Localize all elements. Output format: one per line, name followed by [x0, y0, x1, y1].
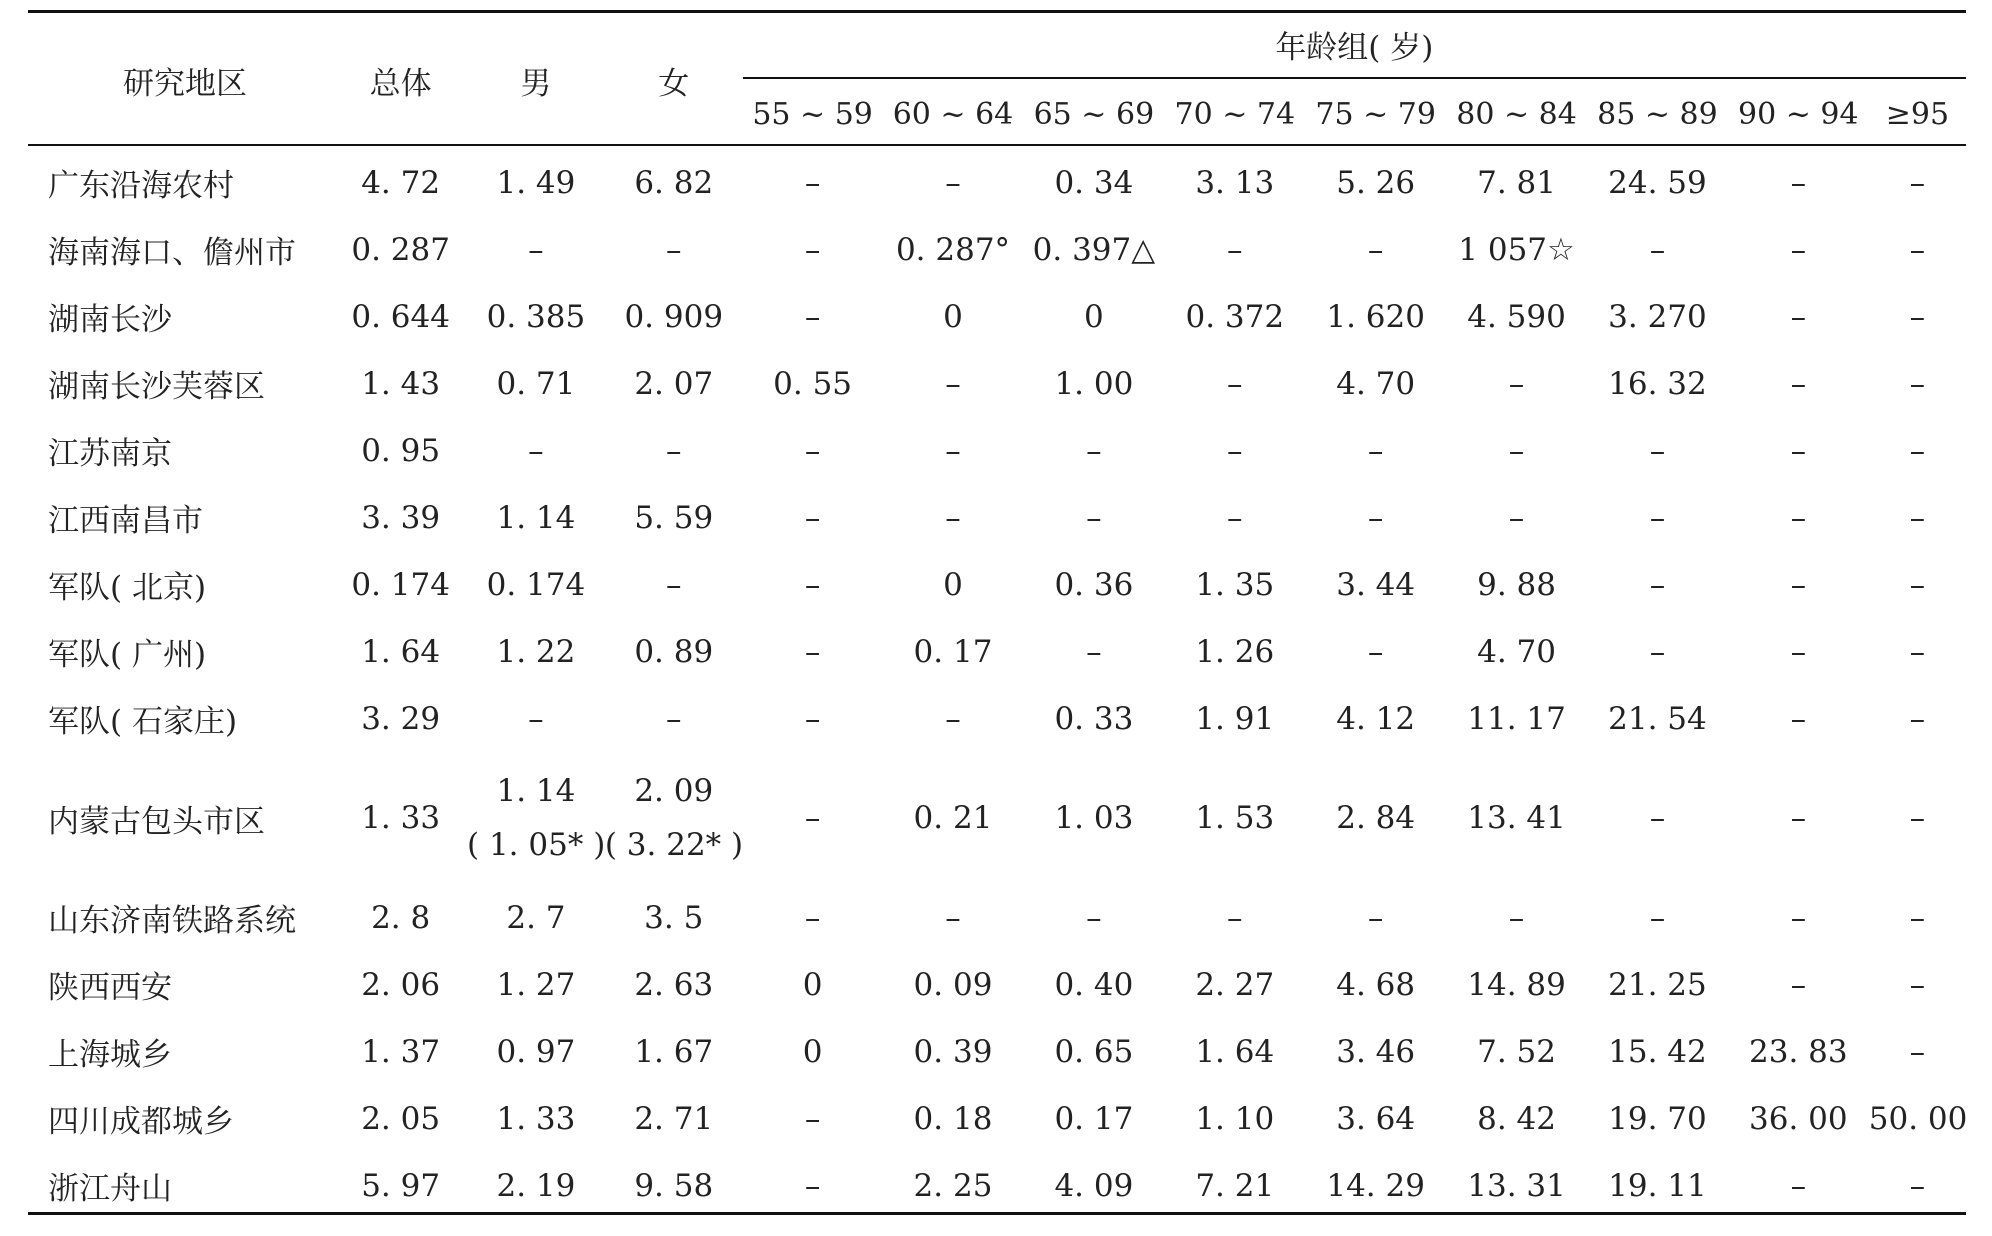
age-cell: –: [1790, 499, 1807, 536]
age-cell: –: [1909, 231, 1926, 268]
male-cell: 1. 22: [496, 633, 576, 670]
overall-cell: 3. 29: [361, 700, 441, 737]
region-cell: 军队( 广州): [48, 637, 207, 673]
age-cell: 0: [802, 1033, 823, 1070]
female-cell: 5. 59: [634, 499, 714, 536]
overall-cell: 1. 37: [361, 1033, 441, 1070]
age-col-header: 85 ~ 89: [1587, 78, 1728, 149]
male-cell: 0. 385: [486, 298, 586, 335]
age-cell: –: [1790, 231, 1807, 268]
female-cell: 6. 82: [634, 164, 714, 201]
age-cell: –: [1367, 499, 1384, 536]
age-col-header: 55 ~ 59: [743, 78, 883, 149]
age-cell: –: [1790, 899, 1807, 936]
age-cell: –: [945, 432, 961, 469]
age-cell: –: [1227, 499, 1243, 536]
age-cell: –: [1649, 566, 1666, 603]
age-cell: 23. 83: [1749, 1033, 1848, 1070]
age-cell: 0. 18: [913, 1100, 993, 1137]
female-adjusted-value: ( 3. 22* ): [604, 827, 744, 863]
table-row: [28, 951, 1966, 1018]
age-cell: 0. 34: [1054, 164, 1134, 201]
overall-cell: 0. 174: [351, 566, 450, 603]
age-cell: –: [1508, 899, 1525, 936]
age-col-header: ≥95: [1869, 78, 1966, 149]
age-cell: –: [1086, 499, 1102, 536]
age-cell: –: [804, 432, 821, 469]
age-cell: –: [1790, 365, 1807, 402]
table-row: [28, 149, 1966, 216]
male-cell: 1. 27: [496, 966, 576, 1003]
age-cell: 3. 46: [1336, 1033, 1416, 1070]
age-cell: 7. 52: [1477, 1033, 1556, 1070]
age-cell: 1 057☆: [1458, 231, 1575, 268]
region-cell: 浙江舟山: [48, 1171, 172, 1207]
age-cell: –: [1649, 432, 1666, 469]
age-cell: 8. 42: [1477, 1100, 1556, 1137]
age-cell: –: [1909, 566, 1926, 603]
age-cell: –: [804, 499, 821, 536]
age-cell: 0: [802, 966, 823, 1003]
age-cell: –: [1367, 633, 1384, 670]
region-cell: 湖南长沙: [48, 302, 172, 338]
age-cell: –: [1790, 298, 1807, 335]
table-row: [28, 216, 1966, 283]
age-cell: –: [1909, 1033, 1926, 1070]
age-cell: 50. 00: [1868, 1100, 1968, 1137]
age-cell: 13. 41: [1467, 800, 1566, 836]
region-cell: 内蒙古包头市区: [48, 803, 265, 840]
table-row: [28, 1152, 1966, 1219]
age-cell: 0. 17: [1054, 1100, 1134, 1137]
age-cell: –: [1909, 499, 1926, 536]
age-cell: –: [1909, 700, 1926, 737]
age-cell: –: [1790, 800, 1807, 836]
overall-cell: 2. 05: [361, 1100, 441, 1137]
age-cell: –: [1790, 164, 1807, 201]
age-cell: 1. 26: [1195, 633, 1275, 670]
age-cell: –: [1909, 1167, 1926, 1204]
age-cell: 4. 70: [1336, 365, 1416, 402]
age-cell: –: [1086, 432, 1102, 469]
female-cell: 1. 67: [634, 1033, 714, 1070]
age-cell: 0. 17: [913, 633, 993, 670]
age-cell: 4. 590: [1467, 298, 1566, 335]
table-row: [28, 283, 1966, 350]
age-cell: 1. 03: [1054, 800, 1134, 836]
male-value: 1. 14: [496, 773, 576, 809]
age-cell: 4. 70: [1477, 633, 1556, 670]
female-cell: 3. 5: [644, 899, 704, 936]
table-body: [28, 149, 1966, 1219]
age-cell: –: [1649, 633, 1666, 670]
female-cell: 2. 71: [634, 1100, 714, 1137]
age-cell: 2. 25: [913, 1167, 993, 1204]
age-cell: 7. 81: [1477, 164, 1556, 201]
age-cell: 4. 09: [1054, 1167, 1134, 1204]
overall-cell: 4. 72: [361, 164, 441, 201]
age-cell: –: [1909, 633, 1926, 670]
male-adjusted-value: ( 1. 05* ): [467, 827, 606, 863]
age-cell: 11. 17: [1467, 700, 1566, 737]
age-cell: –: [945, 365, 961, 402]
age-col-header: 90 ~ 94: [1728, 78, 1869, 149]
age-cell: 3. 44: [1336, 566, 1416, 603]
table-row: [28, 1018, 1966, 1085]
header-female: 女: [658, 66, 690, 102]
male-cell: –: [528, 231, 544, 268]
age-cell: –: [1909, 899, 1926, 936]
age-cell: –: [1367, 899, 1384, 936]
region-cell: 军队( 石家庄): [48, 704, 238, 740]
age-cell: –: [1909, 800, 1926, 836]
age-cell: –: [1909, 298, 1926, 335]
age-cell: 21. 54: [1608, 700, 1707, 737]
age-cell: 13. 31: [1467, 1167, 1566, 1204]
male-cell: 1. 14: [496, 499, 576, 536]
age-cell: 14. 29: [1326, 1167, 1425, 1204]
male-cell: 2. 7: [506, 899, 566, 936]
region-cell: 上海城乡: [48, 1037, 172, 1073]
header-age-group: 年龄组( 岁): [1275, 30, 1434, 66]
overall-cell: 3. 39: [361, 499, 441, 536]
age-cell: –: [1790, 566, 1807, 603]
age-cell: –: [1086, 899, 1102, 936]
age-cell: 0. 397△: [1032, 231, 1156, 268]
age-cell: –: [1649, 231, 1666, 268]
age-cell: 0. 40: [1054, 966, 1134, 1003]
age-cell: –: [1508, 499, 1525, 536]
age-cell: 1. 35: [1195, 566, 1275, 603]
male-cell: 1. 49: [496, 164, 576, 201]
female-value: 2. 09: [634, 773, 714, 809]
age-cell: –: [1508, 432, 1525, 469]
age-cell: –: [1367, 231, 1384, 268]
table-row: [28, 618, 1966, 685]
age-cell: –: [1227, 899, 1243, 936]
header-male: 男: [520, 66, 552, 102]
age-cell: –: [1227, 231, 1243, 268]
header-overall: 总体: [369, 66, 432, 102]
age-cell: –: [804, 298, 821, 335]
age-cell: 21. 25: [1608, 966, 1707, 1003]
age-cell: –: [945, 899, 961, 936]
region-cell: 军队( 北京): [48, 570, 207, 606]
region-cell: 江西南昌市: [48, 503, 203, 539]
age-cell: 0. 55: [773, 365, 853, 402]
female-cell: 2. 63: [634, 966, 714, 1003]
age-cell: –: [1909, 365, 1926, 402]
age-cell: 0. 09: [913, 966, 993, 1003]
male-cell: 0. 97: [496, 1033, 576, 1070]
age-cell: 0: [1084, 298, 1104, 335]
region-cell: 江苏南京: [48, 436, 172, 472]
male-cell: –: [528, 700, 544, 737]
age-cell: –: [804, 633, 821, 670]
age-cell: 2. 27: [1195, 966, 1275, 1003]
male-cell: 0. 71: [496, 365, 576, 402]
age-cell: –: [945, 164, 961, 201]
age-cell: 15. 42: [1608, 1033, 1707, 1070]
age-cell: 0. 36: [1054, 566, 1134, 603]
table-row: [28, 884, 1966, 951]
table-row: [28, 484, 1966, 551]
age-cell: –: [1909, 164, 1926, 201]
age-cell: 1. 64: [1195, 1033, 1275, 1070]
age-cell: 0: [943, 298, 963, 335]
age-cell: 7. 21: [1195, 1167, 1275, 1204]
age-cell: 19. 70: [1608, 1100, 1707, 1137]
female-cell: –: [666, 566, 682, 603]
age-cell: –: [1790, 1167, 1807, 1204]
age-cell: 1. 620: [1326, 298, 1425, 335]
female-cell: 0. 89: [634, 633, 714, 670]
age-cell: 36. 00: [1749, 1100, 1848, 1137]
age-cell: –: [804, 800, 821, 836]
age-cell: 1. 53: [1195, 800, 1275, 836]
age-cell: –: [1790, 633, 1807, 670]
overall-cell: 2. 06: [361, 966, 441, 1003]
female-cell: 2. 07: [634, 365, 714, 402]
age-cell: –: [1508, 365, 1525, 402]
age-cell: –: [1367, 432, 1384, 469]
overall-cell: 1. 43: [361, 365, 441, 402]
data-table: [28, 12, 1966, 1219]
male-cell: –: [528, 432, 544, 469]
age-cell: –: [1649, 800, 1666, 836]
age-cell: –: [1909, 432, 1926, 469]
age-cell: 14. 89: [1467, 966, 1566, 1003]
age-cell: 1. 91: [1195, 700, 1275, 737]
table-row: [28, 685, 1966, 752]
female-cell: –: [666, 231, 682, 268]
age-cell: 16. 32: [1608, 365, 1707, 402]
age-cell: 0. 33: [1054, 700, 1134, 737]
region-cell: 山东济南铁路系统: [48, 903, 296, 939]
age-cell: –: [804, 164, 821, 201]
age-cell: –: [945, 700, 961, 737]
table-row: [28, 551, 1966, 618]
region-cell: 四川成都城乡: [48, 1104, 234, 1140]
age-cell: –: [1227, 432, 1243, 469]
age-cell: 0. 21: [913, 800, 993, 836]
age-col-header: 75 ~ 79: [1305, 78, 1446, 149]
age-cell: 24. 59: [1608, 164, 1707, 201]
table-row: [28, 350, 1966, 417]
age-cell: 0. 39: [913, 1033, 993, 1070]
table-row: [28, 1085, 1966, 1152]
age-cell: 3. 13: [1195, 164, 1275, 201]
age-cell: –: [804, 231, 821, 268]
age-cell: –: [1909, 966, 1926, 1003]
overall-cell: 1. 33: [361, 800, 441, 836]
age-cell: –: [1086, 633, 1102, 670]
age-col-header: 80 ~ 84: [1446, 78, 1587, 149]
header-region: 研究地区: [123, 66, 247, 102]
age-cell: 3. 270: [1608, 298, 1707, 335]
female-cell: –: [666, 432, 682, 469]
age-col-header: 65 ~ 69: [1023, 78, 1164, 149]
age-cell: –: [804, 700, 821, 737]
age-cell: 0: [943, 566, 963, 603]
age-cell: 1. 10: [1195, 1100, 1275, 1137]
overall-cell: 1. 64: [361, 633, 441, 670]
female-cell: 0. 909: [624, 298, 724, 335]
male-cell: [467, 752, 605, 884]
age-col-header: 70 ~ 74: [1164, 78, 1305, 149]
age-cell: 4. 68: [1336, 966, 1416, 1003]
age-cell: 9. 88: [1477, 566, 1556, 603]
age-cell: 0. 287°: [895, 231, 1011, 268]
age-cell: –: [1649, 899, 1666, 936]
overall-cell: 0. 644: [351, 298, 450, 335]
age-cell: 0. 372: [1185, 298, 1285, 335]
overall-cell: 5. 97: [361, 1167, 441, 1204]
age-cell: –: [804, 899, 821, 936]
age-cell: –: [804, 566, 821, 603]
region-cell: 广东沿海农村: [48, 168, 234, 204]
age-cell: –: [804, 1100, 821, 1137]
overall-cell: 0. 287: [351, 231, 450, 268]
age-col-header: 60 ~ 64: [883, 78, 1024, 149]
age-cell: 0. 65: [1054, 1033, 1134, 1070]
overall-cell: 2. 8: [371, 899, 431, 936]
region-cell: 湖南长沙芙蓉区: [48, 369, 265, 405]
region-cell: 海南海口、儋州市: [48, 235, 296, 271]
region-cell: 陕西西安: [48, 970, 172, 1006]
age-cell: –: [1790, 432, 1807, 469]
female-cell: 9. 58: [634, 1167, 714, 1204]
age-cell: 19. 11: [1608, 1167, 1707, 1204]
male-cell: 1. 33: [496, 1100, 576, 1137]
table-row: [28, 752, 1966, 884]
age-cell: –: [804, 1167, 821, 1204]
male-cell: 2. 19: [496, 1167, 576, 1204]
age-cell: 1. 00: [1054, 365, 1134, 402]
age-cell: –: [1227, 365, 1243, 402]
female-cell: –: [666, 700, 682, 737]
female-cell: [605, 752, 743, 884]
age-cell: –: [1790, 700, 1807, 737]
male-cell: 0. 174: [486, 566, 586, 603]
age-cell: –: [1649, 499, 1666, 536]
age-cell: 2. 84: [1336, 800, 1416, 836]
age-cell: –: [945, 499, 961, 536]
age-cell: –: [1790, 966, 1807, 1003]
age-cell: 4. 12: [1336, 700, 1416, 737]
age-cell: 3. 64: [1336, 1100, 1416, 1137]
table-row: [28, 417, 1966, 484]
age-cell: 5. 26: [1336, 164, 1416, 201]
overall-cell: 0. 95: [361, 432, 441, 469]
